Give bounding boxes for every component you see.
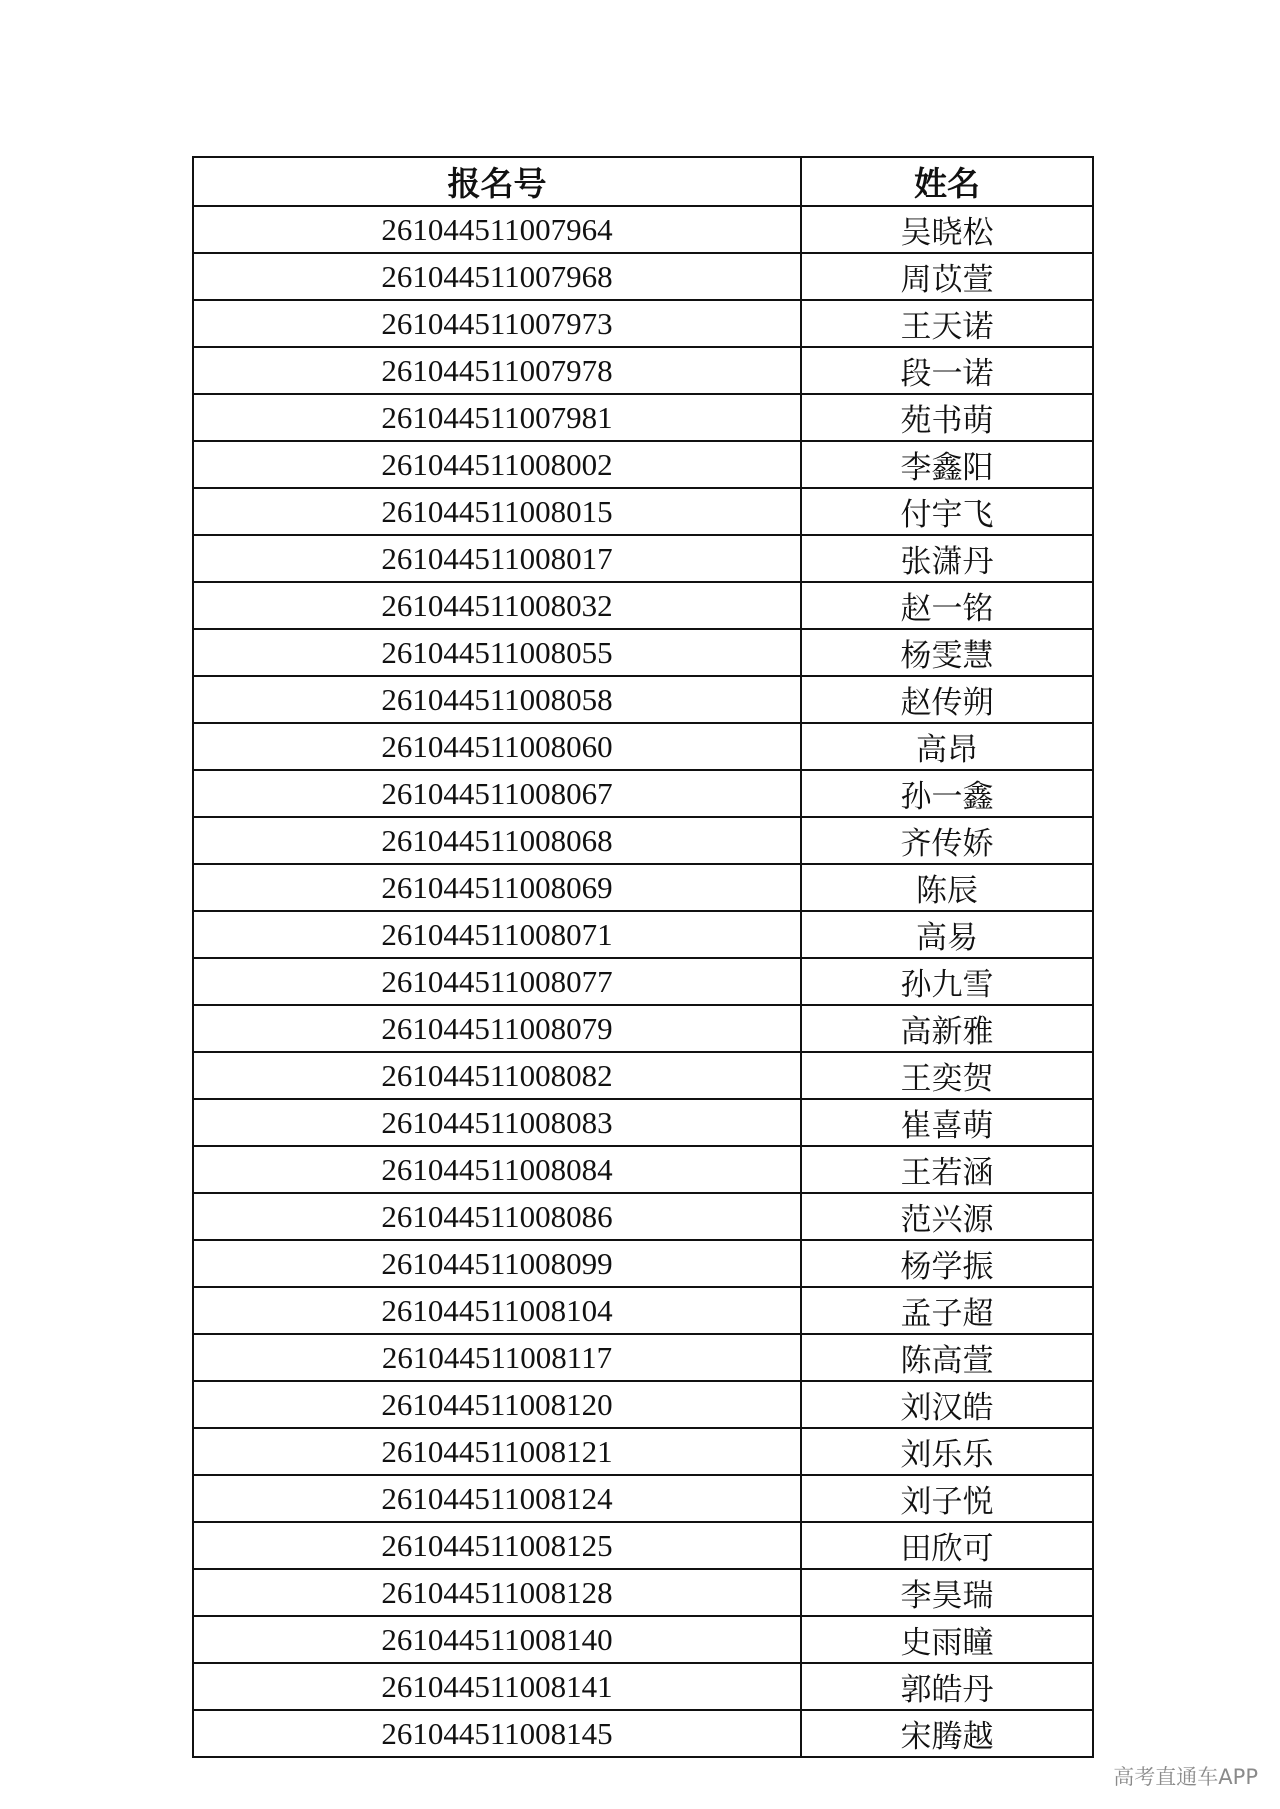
registration-number-cell: 261044511008145 <box>193 1710 801 1757</box>
student-name-cell: 杨雯慧 <box>801 629 1093 676</box>
table-row <box>193 1663 1093 1710</box>
table-row <box>193 1099 1093 1146</box>
student-name-cell: 刘子悦 <box>801 1475 1093 1522</box>
registration-number-cell: 261044511008083 <box>193 1099 801 1146</box>
student-name-cell: 苑书萌 <box>801 394 1093 441</box>
student-name-cell: 王若涵 <box>801 1146 1093 1193</box>
student-name-cell: 杨学振 <box>801 1240 1093 1287</box>
table-row <box>193 1475 1093 1522</box>
watermark-text: 高考直通车APP <box>1113 1765 1258 1789</box>
table-row <box>193 1334 1093 1381</box>
student-name-cell: 高易 <box>801 911 1093 958</box>
registration-number-cell: 261044511008058 <box>193 676 801 723</box>
table-row <box>193 817 1093 864</box>
registration-number-cell: 261044511008055 <box>193 629 801 676</box>
registration-number-cell: 261044511008068 <box>193 817 801 864</box>
registration-number-cell: 261044511008069 <box>193 864 801 911</box>
registration-number-cell: 261044511008140 <box>193 1616 801 1663</box>
table-row <box>193 1616 1093 1663</box>
student-name-cell: 孙一鑫 <box>801 770 1093 817</box>
table-row <box>193 347 1093 394</box>
table-row <box>193 488 1093 535</box>
column-header-name: 姓名 <box>801 157 1093 206</box>
registration-number-cell: 261044511007964 <box>193 206 801 253</box>
table-row <box>193 1240 1093 1287</box>
table-row <box>193 1005 1093 1052</box>
table-row <box>193 582 1093 629</box>
registration-number-cell: 261044511008104 <box>193 1287 801 1334</box>
table-row <box>193 1428 1093 1475</box>
student-name-cell: 李昊瑞 <box>801 1569 1093 1616</box>
student-name-cell: 王奕贺 <box>801 1052 1093 1099</box>
registration-number-cell: 261044511008141 <box>193 1663 801 1710</box>
student-name-cell: 史雨瞳 <box>801 1616 1093 1663</box>
student-name-cell: 孟子超 <box>801 1287 1093 1334</box>
student-name-cell: 段一诺 <box>801 347 1093 394</box>
student-name-cell: 王天诺 <box>801 300 1093 347</box>
registration-number-cell: 261044511008079 <box>193 1005 801 1052</box>
table-header-row <box>193 157 1093 206</box>
student-name-cell: 崔喜萌 <box>801 1099 1093 1146</box>
registration-table <box>192 156 1094 1758</box>
registration-number-cell: 261044511008071 <box>193 911 801 958</box>
registration-number-cell: 261044511008032 <box>193 582 801 629</box>
registration-number-cell: 261044511007978 <box>193 347 801 394</box>
table-row <box>193 1522 1093 1569</box>
table-row <box>193 1052 1093 1099</box>
table-row <box>193 676 1093 723</box>
table-row <box>193 300 1093 347</box>
column-header-registration-number: 报名号 <box>193 157 801 206</box>
student-name-cell: 陈高萱 <box>801 1334 1093 1381</box>
registration-number-cell: 261044511008128 <box>193 1569 801 1616</box>
registration-number-cell: 261044511008117 <box>193 1334 801 1381</box>
table-row <box>193 1569 1093 1616</box>
registration-number-cell: 261044511007968 <box>193 253 801 300</box>
table-row <box>193 206 1093 253</box>
table-row <box>193 911 1093 958</box>
registration-number-cell: 261044511007981 <box>193 394 801 441</box>
registration-number-cell: 261044511008120 <box>193 1381 801 1428</box>
registration-number-cell: 261044511008067 <box>193 770 801 817</box>
table-row <box>193 1287 1093 1334</box>
table-row <box>193 864 1093 911</box>
student-name-cell: 齐传娇 <box>801 817 1093 864</box>
student-name-cell: 孙九雪 <box>801 958 1093 1005</box>
registration-number-cell: 261044511008125 <box>193 1522 801 1569</box>
student-name-cell: 赵传朔 <box>801 676 1093 723</box>
registration-number-cell: 261044511008060 <box>193 723 801 770</box>
student-name-cell: 赵一铭 <box>801 582 1093 629</box>
table-row <box>193 394 1093 441</box>
student-name-cell: 刘汉皓 <box>801 1381 1093 1428</box>
registration-number-cell: 261044511008002 <box>193 441 801 488</box>
student-name-cell: 高昂 <box>801 723 1093 770</box>
student-name-cell: 刘乐乐 <box>801 1428 1093 1475</box>
student-name-cell: 高新雅 <box>801 1005 1093 1052</box>
student-name-cell: 范兴源 <box>801 1193 1093 1240</box>
table-row <box>193 441 1093 488</box>
registration-number-cell: 261044511008017 <box>193 535 801 582</box>
student-name-cell: 吴晓松 <box>801 206 1093 253</box>
student-name-cell: 李鑫阳 <box>801 441 1093 488</box>
student-name-cell: 田欣可 <box>801 1522 1093 1569</box>
registration-number-cell: 261044511008124 <box>193 1475 801 1522</box>
table-body <box>193 206 1093 1757</box>
registration-number-cell: 261044511008077 <box>193 958 801 1005</box>
table-row <box>193 1710 1093 1757</box>
table-row <box>193 253 1093 300</box>
registration-number-cell: 261044511008082 <box>193 1052 801 1099</box>
table-row <box>193 1381 1093 1428</box>
table-row <box>193 1193 1093 1240</box>
registration-number-cell: 261044511008099 <box>193 1240 801 1287</box>
registration-number-cell: 261044511008121 <box>193 1428 801 1475</box>
table-row <box>193 535 1093 582</box>
student-name-cell: 付宇飞 <box>801 488 1093 535</box>
table-row <box>193 1146 1093 1193</box>
registration-number-cell: 261044511007973 <box>193 300 801 347</box>
student-name-cell: 宋腾越 <box>801 1710 1093 1757</box>
registration-number-cell: 261044511008086 <box>193 1193 801 1240</box>
student-name-cell: 陈辰 <box>801 864 1093 911</box>
table-row <box>193 958 1093 1005</box>
table-row <box>193 723 1093 770</box>
student-name-cell: 周苡萱 <box>801 253 1093 300</box>
registration-number-cell: 261044511008084 <box>193 1146 801 1193</box>
table-row <box>193 770 1093 817</box>
student-name-cell: 郭皓丹 <box>801 1663 1093 1710</box>
table-row <box>193 629 1093 676</box>
student-name-cell: 张潇丹 <box>801 535 1093 582</box>
registration-number-cell: 261044511008015 <box>193 488 801 535</box>
